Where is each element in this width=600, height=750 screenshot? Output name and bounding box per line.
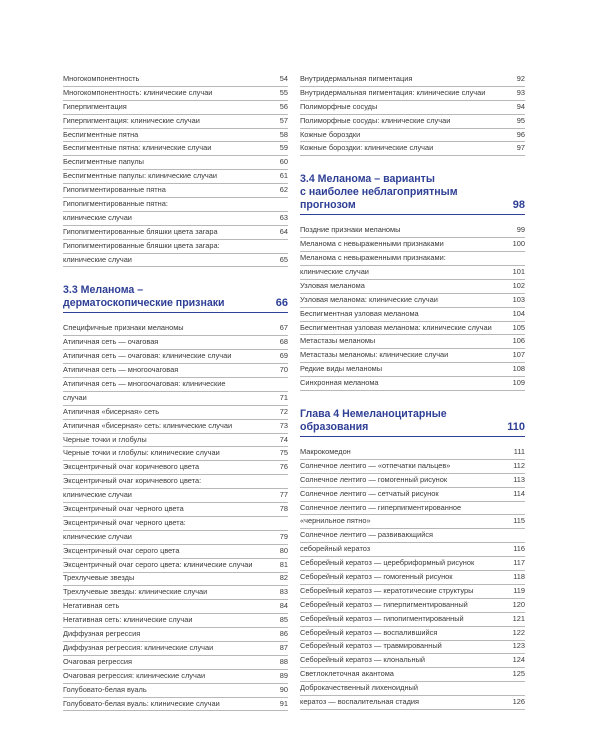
toc-entry-page: 107: [512, 350, 525, 360]
toc-entry[interactable]: [63, 170, 288, 184]
toc-entry-page: 89: [279, 670, 288, 680]
toc-entry-page: 109: [512, 378, 525, 388]
toc-entry[interactable]: [300, 87, 525, 101]
toc-entry-title: Доброкачественный лихеноидный: [300, 683, 418, 693]
toc-entry[interactable]: [63, 531, 288, 545]
toc-entry-page: 55: [279, 87, 288, 97]
section-title-line: Глава 4 Немеланоцитарные: [300, 408, 447, 421]
toc-entry[interactable]: [63, 392, 288, 406]
toc-entry-title: Себорейный кератоз — церебриформный рисунок: [300, 558, 475, 568]
toc-entry[interactable]: [63, 198, 288, 212]
toc-entry[interactable]: [63, 73, 288, 87]
toc-entry-title: Негативная сеть: клинические случаи: [63, 615, 193, 625]
toc-entry-title: Меланома с невыраженными признаками: [300, 239, 444, 249]
toc-entry-title: Солнечное лентиго — гомогенный рисунок: [300, 474, 448, 484]
toc-right-column: [300, 73, 525, 710]
toc-entry[interactable]: [300, 363, 525, 377]
toc-entry-page: 87: [279, 642, 288, 652]
toc-entry-title: Диффузная регрессия: [63, 629, 141, 639]
toc-entry[interactable]: [63, 226, 288, 240]
toc-entry-title: Поздние признаки меланомы: [300, 225, 401, 235]
toc-entry-page: 113: [513, 474, 525, 484]
section-title-line: прогнозом: [300, 199, 356, 212]
toc-entry-page: 77: [279, 490, 288, 500]
toc-entry[interactable]: [300, 308, 525, 322]
toc-entry[interactable]: [63, 350, 288, 364]
toc-entry-title: Себорейный кератоз — гомогенный рисунок: [300, 572, 453, 582]
toc-entry-title: Очаговая регрессия: [63, 656, 133, 666]
toc-entry[interactable]: [63, 101, 288, 115]
toc-entry-title: Гипопигментированные пятна: [63, 185, 166, 195]
toc-entry-page: 99: [516, 225, 525, 235]
toc-entry[interactable]: [300, 129, 525, 143]
toc-entry-page: 85: [279, 615, 288, 625]
toc-entry-title: Атипичная сеть — многоочаговая: клинические: [63, 379, 226, 389]
section-heading-3-3[interactable]: [63, 284, 288, 313]
toc-entry-page: 76: [279, 462, 288, 472]
toc-entry[interactable]: [300, 280, 525, 294]
toc-entry-title: Атипичная «бисерная» сеть: [63, 406, 160, 416]
toc-entry-page: 82: [279, 573, 288, 583]
toc-entry-page: 92: [516, 73, 525, 83]
toc-entry[interactable]: [300, 599, 525, 613]
chapter-heading-4[interactable]: [300, 408, 525, 437]
toc-entry-title: Беспигментные пятна: клинические случаи: [63, 143, 212, 153]
toc-entry-title: Редкие виды меланомы: [300, 364, 383, 374]
toc-entry-title: клинические случаи: [300, 267, 369, 276]
section-title-line: 3.3 Меланома –: [63, 284, 144, 297]
toc-entry[interactable]: [63, 628, 288, 642]
toc-entry[interactable]: [300, 446, 525, 460]
toc-entry-title: Меланома с невыраженными признаками:: [300, 253, 446, 263]
toc-entry-title: Макрокомедон: [300, 447, 351, 457]
toc-entry[interactable]: [300, 377, 525, 391]
toc-entry-title: Себорейный кератоз — травмированный: [300, 641, 442, 651]
toc-entry-title: Синхронная меланома: [300, 378, 379, 388]
toc-entry-title: Солнечное лентиго — «отпечатки пальцев»: [300, 460, 451, 470]
toc-entry-title: себорейный кератоз: [300, 544, 371, 554]
toc-entry-title: Узловая меланома: [300, 280, 365, 290]
toc-entry-page: 117: [513, 558, 525, 568]
section-heading-3-4[interactable]: [300, 173, 525, 215]
toc-entry[interactable]: [300, 654, 525, 668]
toc-entry-title: Атипичная сеть — очаговая: [63, 337, 159, 347]
toc-entry-title: клинические случаи: [63, 531, 132, 541]
toc-entry[interactable]: [63, 684, 288, 698]
toc-entry-title: Атипичная сеть — многоочаговая: [63, 365, 179, 375]
toc-entry-page: 58: [279, 129, 288, 139]
toc-entry-list: [300, 446, 525, 710]
section-title-line: образования: [300, 421, 369, 434]
toc-entry[interactable]: [300, 641, 525, 655]
toc-entry-title: Трехлучевые звезды: [63, 573, 135, 583]
toc-entry-page: 83: [279, 587, 288, 597]
toc-entry-page: 88: [279, 656, 288, 666]
toc-entry-page: 105: [512, 322, 525, 332]
toc-entry-page: 108: [512, 364, 525, 374]
toc-entry-list: [63, 73, 288, 267]
toc-entry[interactable]: [63, 184, 288, 198]
toc-entry-title: Многокомпонентность: [63, 73, 140, 83]
section-page-number: 66: [275, 297, 288, 310]
toc-entry-page: 75: [279, 448, 288, 458]
toc-entry[interactable]: [63, 254, 288, 268]
toc-entry[interactable]: [63, 586, 288, 600]
toc-entry-page: 101: [512, 267, 525, 276]
toc-entry-title: Специфичные признаки меланомы: [63, 323, 184, 333]
toc-entry-page: 60: [279, 157, 288, 167]
toc-entry-title: случаи: [63, 392, 87, 402]
toc-entry-title: Эксцентричный очаг черного цвета:: [63, 517, 186, 527]
toc-entry-title: Очаговая регрессия: клинические случаи: [63, 670, 206, 680]
toc-entry-page: 119: [513, 585, 525, 595]
toc-entry[interactable]: [63, 559, 288, 573]
toc-entry-title: Эксцентричный очаг серого цвета: клинические случаи: [63, 559, 253, 569]
toc-entry[interactable]: [63, 461, 288, 475]
toc-entry-title: Солнечное лентиго — гиперпигментированное: [300, 502, 462, 512]
toc-entry-title: Себорейный кератоз — гиперпигментированный: [300, 599, 468, 609]
toc-entry-title: Негативная сеть: [63, 601, 120, 611]
toc-entry[interactable]: [300, 696, 525, 710]
toc-entry-page: 116: [513, 544, 525, 554]
toc-entry[interactable]: [63, 240, 288, 254]
toc-entry-page: 97: [516, 143, 525, 153]
toc-entry-title: Эксцентричный очаг коричневого цвета:: [63, 476, 202, 486]
toc-entry-page: 63: [279, 212, 288, 222]
toc-entry-page: 71: [279, 392, 288, 402]
toc-entry-title: Кожные бороздки: [300, 129, 361, 139]
toc-entry-page: 54: [279, 73, 288, 83]
toc-entry-title: Узловая меланома: клинические случаи: [300, 294, 438, 304]
toc-entry[interactable]: [63, 129, 288, 143]
toc-entry-page: 64: [279, 226, 288, 236]
toc-entry[interactable]: [63, 670, 288, 684]
toc-entry[interactable]: [300, 101, 525, 115]
section-title-line: с наиболее неблагоприятным: [300, 186, 458, 199]
toc-entry[interactable]: [63, 517, 288, 531]
toc-entry-page: 65: [279, 254, 288, 264]
toc-entry[interactable]: [300, 252, 525, 266]
toc-entry-list: [300, 224, 525, 391]
toc-entry[interactable]: [300, 668, 525, 682]
toc-entry-page: 78: [279, 504, 288, 514]
toc-entry[interactable]: [300, 515, 525, 529]
toc-entry[interactable]: [300, 529, 525, 543]
toc-entry[interactable]: [63, 406, 288, 420]
toc-entry[interactable]: [63, 489, 288, 503]
toc-entry[interactable]: [63, 336, 288, 350]
toc-entry[interactable]: [63, 642, 288, 656]
toc-entry-page: 94: [516, 101, 525, 111]
toc-entry[interactable]: [300, 266, 525, 280]
toc-entry-page: 114: [513, 488, 525, 498]
toc-entry-title: Себорейный кератоз — воспалившийся: [300, 627, 438, 637]
toc-entry-page: 67: [279, 323, 288, 333]
toc-entry[interactable]: [300, 488, 525, 502]
toc-entry-title: Эксцентричный очаг черного цвета: [63, 504, 184, 514]
section-title-line: 3.4 Меланома – варианты: [300, 173, 435, 186]
toc-entry-title: Беспигментные пятна: [63, 129, 139, 139]
toc-entry-title: клинические случаи: [63, 254, 132, 264]
toc-entry-page: 104: [512, 308, 525, 318]
toc-entry-page: 90: [279, 684, 288, 694]
toc-entry[interactable]: [300, 115, 525, 129]
toc-entry-title: Внутридермальная пигментация: клинические случаи: [300, 87, 486, 97]
toc-entry-page: 80: [279, 545, 288, 555]
toc-entry-title: Атипичная «бисерная» сеть: клинические случаи: [63, 420, 233, 430]
toc-entry-title: Солнечное лентиго — развивающийся: [300, 530, 434, 540]
toc-entry-page: 122: [512, 627, 525, 637]
toc-entry-page: 74: [279, 434, 288, 444]
toc-entry-title: Внутридермальная пигментация: [300, 73, 413, 83]
toc-entry-page: 68: [279, 337, 288, 347]
toc-entry-title: Диффузная регрессия: клинические случаи: [63, 642, 214, 652]
toc-entry-title: Метастазы меланомы: [300, 336, 376, 346]
toc-entry[interactable]: [300, 238, 525, 252]
toc-entry[interactable]: [300, 322, 525, 336]
toc-entry-title: Полиморфные сосуды: [300, 101, 378, 111]
toc-entry-title: Трехлучевые звезды: клинические случаи: [63, 587, 208, 597]
toc-entry-page: 59: [279, 143, 288, 153]
toc-entry[interactable]: [63, 698, 288, 712]
toc-entry-title: клинические случаи: [63, 212, 132, 222]
toc-entry-title: Светлоклеточная акантома: [300, 669, 394, 679]
toc-entry-title: Солнечное лентиго — сетчатый рисунок: [300, 488, 439, 498]
toc-entry-page: 61: [279, 171, 288, 181]
toc-entry-title: Беспигментные папулы: клинические случаи: [63, 171, 218, 181]
toc-entry[interactable]: [300, 335, 525, 349]
toc-entry[interactable]: [300, 571, 525, 585]
toc-entry[interactable]: [300, 349, 525, 363]
toc-entry-page: 124: [512, 655, 525, 665]
toc-entry[interactable]: [63, 156, 288, 170]
toc-entry-page: 103: [512, 294, 525, 304]
toc-entry-page: 112: [513, 460, 525, 470]
toc-entry[interactable]: [300, 557, 525, 571]
toc-entry[interactable]: [300, 543, 525, 557]
toc-entry-page: 126: [512, 697, 525, 707]
toc-entry[interactable]: [300, 142, 525, 156]
toc-entry-page: 100: [512, 239, 525, 249]
toc-entry[interactable]: [300, 460, 525, 474]
toc-entry[interactable]: [300, 73, 525, 87]
toc-entry-title: Гипопигментированные бляшки цвета загара: [63, 226, 218, 236]
toc-entry[interactable]: [63, 614, 288, 628]
toc-entry[interactable]: [63, 573, 288, 587]
toc-entry[interactable]: [63, 364, 288, 378]
section-page-number: 98: [512, 199, 525, 212]
toc-entry-title: Гипопигментированные пятна:: [63, 199, 168, 208]
toc-entry-title: Черные точки и глобулы: [63, 434, 147, 444]
toc-entry-page: 96: [516, 129, 525, 139]
section-title-line: дерматоскопические признаки: [63, 297, 225, 310]
toc-entry[interactable]: [63, 545, 288, 559]
toc-entry[interactable]: [300, 474, 525, 488]
toc-entry-page: 125: [512, 669, 525, 679]
toc-entry-page: 121: [512, 613, 525, 623]
toc-entry-title: Беспигментные папулы: [63, 157, 144, 167]
toc-entry[interactable]: [300, 294, 525, 308]
toc-entry-page: 81: [279, 559, 288, 569]
toc-entry-page: 56: [279, 101, 288, 111]
section-page-number: 110: [507, 421, 525, 434]
toc-entry[interactable]: [63, 600, 288, 614]
toc-entry-title: Гиперпигментация: [63, 101, 127, 111]
toc-entry-title: Беспигментная узловая меланома: клинические случаи: [300, 322, 492, 332]
toc-entry[interactable]: [300, 585, 525, 599]
toc-entry[interactable]: [63, 447, 288, 461]
toc-entry[interactable]: [63, 434, 288, 448]
toc-entry-page: 57: [279, 115, 288, 125]
toc-entry-page: 84: [279, 601, 288, 611]
toc-entry-page: 72: [279, 406, 288, 416]
toc-entry-title: кератоз — воспалительная стадия: [300, 697, 420, 707]
toc-entry-title: Полиморфные сосуды: клинические случаи: [300, 115, 451, 125]
toc-entry-page: 91: [279, 698, 288, 708]
toc-entry-title: Эксцентричный очаг коричневого цвета: [63, 462, 200, 472]
toc-entry-title: Себорейный кератоз — кератотические структуры: [300, 585, 474, 595]
toc-entry-page: 123: [512, 641, 525, 651]
toc-entry-title: Многокомпонентность: клинические случаи: [63, 87, 213, 97]
toc-entry[interactable]: [63, 212, 288, 226]
toc-entry[interactable]: [63, 656, 288, 670]
toc-entry-title: «чернильное пятно»: [300, 516, 371, 526]
toc-entry-page: 115: [513, 516, 525, 526]
toc-entry[interactable]: [63, 142, 288, 156]
toc-entry-page: 93: [516, 87, 525, 97]
toc-entry-page: 62: [279, 185, 288, 195]
toc-entry[interactable]: [300, 502, 525, 516]
toc-entry-page: 69: [279, 351, 288, 361]
toc-entry[interactable]: [300, 627, 525, 641]
toc-entry[interactable]: [300, 613, 525, 627]
toc-entry-page: 102: [512, 280, 525, 290]
toc-entry[interactable]: [300, 682, 525, 696]
toc-entry-page: 86: [279, 629, 288, 639]
toc-left-column: [63, 73, 288, 711]
toc-entry-title: Себорейный кератоз — клональный: [300, 655, 426, 665]
toc-entry-page: 120: [512, 599, 525, 609]
toc-entry-page: 70: [279, 365, 288, 375]
toc-entry[interactable]: [63, 378, 288, 392]
toc-entry-title: клинические случаи: [63, 490, 132, 500]
toc-entry-list: [300, 73, 525, 156]
toc-entry-page: 95: [516, 115, 525, 125]
toc-entry[interactable]: [63, 503, 288, 517]
toc-entry[interactable]: [300, 224, 525, 238]
toc-entry-title: Голубовато-белая вуаль: клинические случаи: [63, 698, 220, 708]
toc-entry[interactable]: [63, 475, 288, 489]
toc-entry-title: Метастазы меланомы: клинические случаи: [300, 350, 449, 360]
toc-entry[interactable]: [63, 115, 288, 129]
toc-entry-title: Гиперпигментация: клинические случаи: [63, 115, 200, 125]
toc-entry-page: 106: [512, 336, 525, 346]
toc-entry[interactable]: [63, 87, 288, 101]
toc-entry-page: 79: [279, 531, 288, 541]
toc-entry-title: Голубовато-белая вуаль: [63, 684, 147, 694]
toc-entry-page: 111: [513, 447, 525, 457]
toc-entry-title: Черные точки и глобулы: клинические случаи: [63, 448, 220, 458]
toc-entry[interactable]: [63, 322, 288, 336]
toc-entry-title: Эксцентричный очаг серого цвета: [63, 545, 180, 555]
toc-entry-title: Себорейный кератоз — гипопигментированный: [300, 613, 464, 623]
toc-entry-title: Беспигментная узловая меланома: [300, 308, 419, 318]
toc-entry-list: [63, 322, 288, 711]
toc-entry[interactable]: [63, 420, 288, 434]
toc-entry-page: 118: [513, 572, 525, 582]
toc-entry-title: Гипопигментированные бляшки цвета загара:: [63, 240, 220, 250]
toc-entry-page: 73: [279, 420, 288, 430]
toc-entry-title: Атипичная сеть — очаговая: клинические случаи: [63, 351, 232, 361]
toc-entry-title: Кожные бороздки: клинические случаи: [300, 143, 434, 153]
